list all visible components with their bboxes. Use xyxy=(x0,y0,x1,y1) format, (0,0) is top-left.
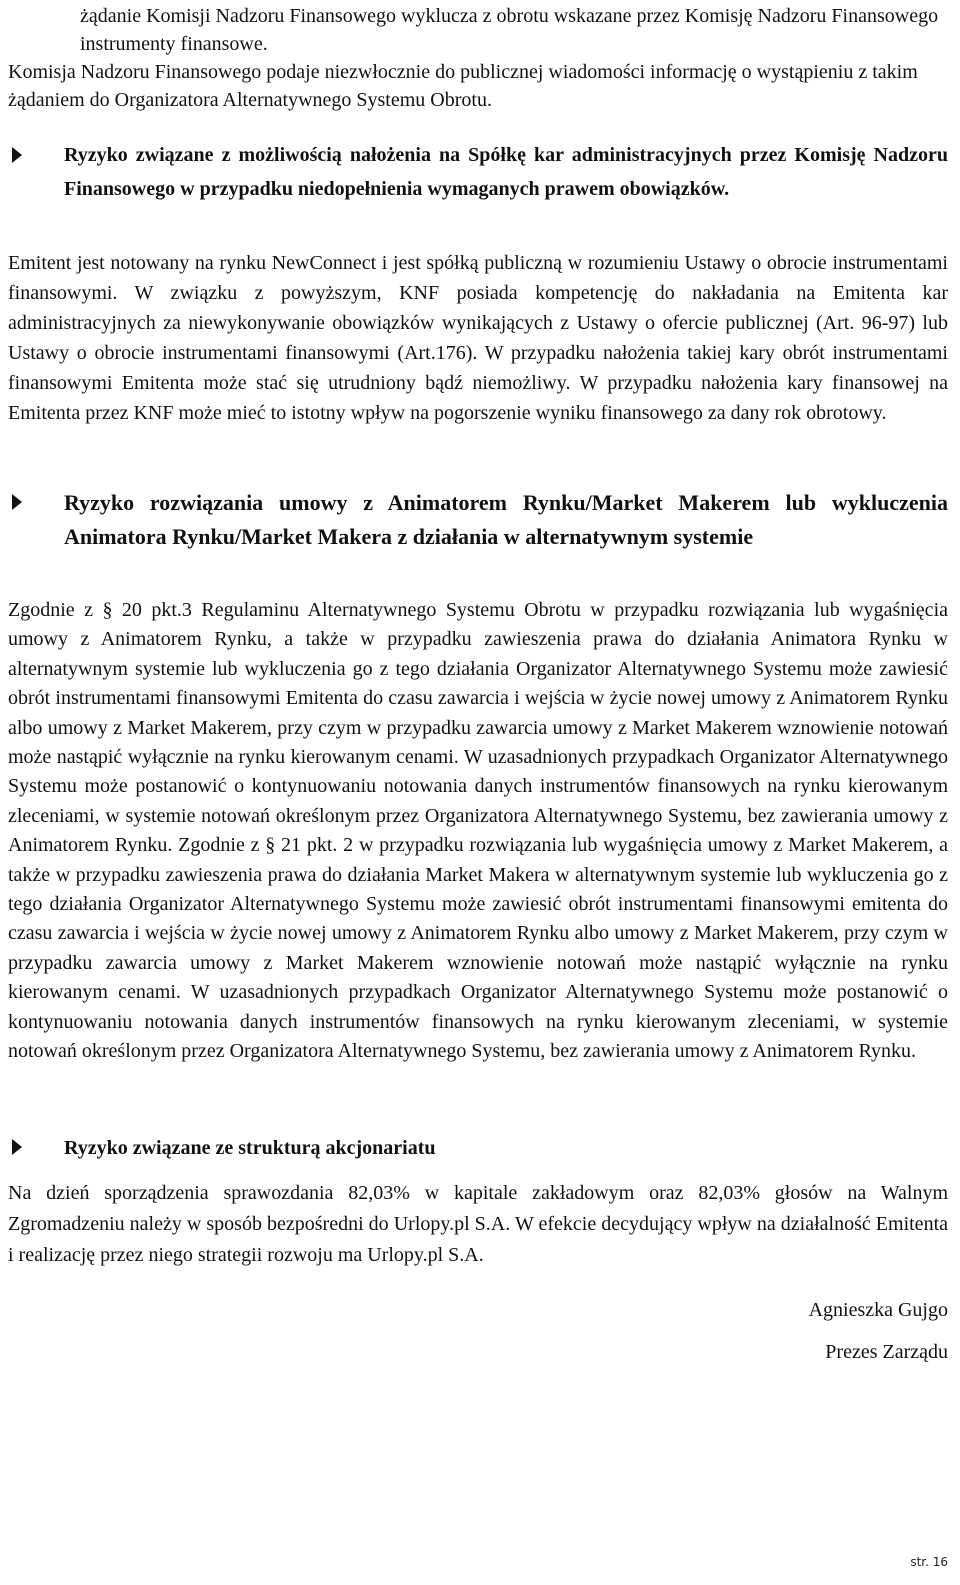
section-body-knf-penalties: Emitent jest notowany na rynku NewConnect i jest spółką publiczną w rozumieniu Ustawy o obrocie instrumentami finansowymi. W związku z powyższym, KNF posiada kompetencję do nakładania na Emitenta kar administracyjnych za niewykonywanie obowiązków wynikających z Ustawy o ofercie publicznej (Art. 96-97) lub Ustawy o obrocie instrumentami finansowymi (Art.176). W przypadku nałożenia takiej kary obrót instrumentami finansowymi Emitenta może stać się utrudniony bądź niemożliwy. W przypadku nałożenia kary finansowej na Emitenta przez KNF może mieć to istotny wpływ na pogorszenie wyniku finansowego za dany rok obrotowy. xyxy=(8,252,948,424)
section-heading-knf-penalties xyxy=(8,138,948,206)
section-heading-text: Ryzyko związane ze strukturą akcjonariatu xyxy=(64,1137,436,1159)
signature-role: Prezes Zarządu xyxy=(825,1341,948,1363)
triangle-right-icon xyxy=(8,1133,64,1167)
intro-paragraph-continuation: żądanie Komisji Nadzoru Finansowego wyklucza z obrotu wskazane przez Komisję Nadzoru Finansowego instrumenty finansowe. xyxy=(80,5,939,55)
section-heading-market-maker xyxy=(8,486,948,554)
intro-paragraph-knf-notice: Komisja Nadzoru Finansowego podaje niezwłocznie do publicznej wiadomości informację o wystąpieniu z takim żądaniem do Organizatora Alternatywnego Systemu Obrotu. xyxy=(8,61,918,111)
triangle-right-icon xyxy=(8,486,64,520)
signature-name: Agnieszka Gujgo xyxy=(808,1299,948,1321)
page-number: str. 16 xyxy=(910,1555,948,1569)
section-heading-text: Ryzyko rozwiązania umowy z Animatorem Rynku/Market Makerem lub wykluczenia Animatora Rynku/Market Makera z działania w alternatywnym systemie xyxy=(64,490,948,549)
triangle-right-icon xyxy=(8,138,64,172)
section-heading-text: Ryzyko związane z możliwością nałożenia na Spółkę kar administracyjnych przez Komisję Nadzoru Finansowego w przypadku niedopełnienia wymaganych prawem obowiązków. xyxy=(64,144,948,200)
section-heading-shareholder-structure xyxy=(8,1133,948,1167)
section-body-shareholder-structure: Na dzień sporządzenia sprawozdania 82,03% w kapitale zakładowym oraz 82,03% głosów na Walnym Zgromadzeniu należy w sposób bezpośredni do Urlopy.pl S.A. W efekcie decydujący wpływ na działalność Emitenta i realizację przez niego strategii rozwoju ma Urlopy.pl S.A. xyxy=(8,1182,948,1266)
section-body-market-maker: Zgodnie z § 20 pkt.3 Regulaminu Alternatywnego Systemu Obrotu w przypadku rozwiązania lub wygaśnięcia umowy z Animatorem Rynku, a także w przypadku zawieszenia prawa do działania Animatora Rynku w alternatywnym systemie lub wykluczenia go z tego działania Organizator Alternatywnego Systemu może zawiesić obrót instrumentami finansowymi Emitenta do czasu zawarcia i wejścia w życie nowej umowy z Animatorem Rynku albo umowy z Market Makerem, przy czym w przypadku zawarcia umowy z Market Makerem wznowienie notowań może nastąpić wyłącznie na rynku kierowanym cenami. W uzasadnionych przypadkach Organizator Alternatywnego Systemu może postanowić o kontynuowaniu notowania danych instrumentów finansowych na rynku kierowanym zleceniami, w systemie notowań określonym przez Organizatora Alternatywnego Systemu, bez zawierania umowy z Animatorem Rynku. Zgodnie z § 21 pkt. 2 w przypadku rozwiązania lub wygaśnięcia umowy z Market Makerem, a także w przypadku zawieszenia prawa do działania Market Makera w alternatywnym systemie lub wykluczenia go z tego działania Organizator Alternatywnego Systemu może zawiesić obrót instrumentami finansowymi emitenta do czasu zawarcia i wejścia w życie nowej umowy z Animatorem Rynku albo umowy z Market Makerem, przy czym w przypadku zawarcia umowy z Market Makerem wznowienie notowań może nastąpić wyłącznie na rynku kierowanym cenami. W uzasadnionych przypadkach Organizator Alternatywnego Systemu może postanowić o kontynuowaniu notowania danych instrumentów finansowych na rynku kierowanym zleceniami, w systemie notowań określonym przez Organizatora Alternatywnego Systemu, bez zawierania umowy z Animatorem Rynku. xyxy=(8,599,948,1063)
